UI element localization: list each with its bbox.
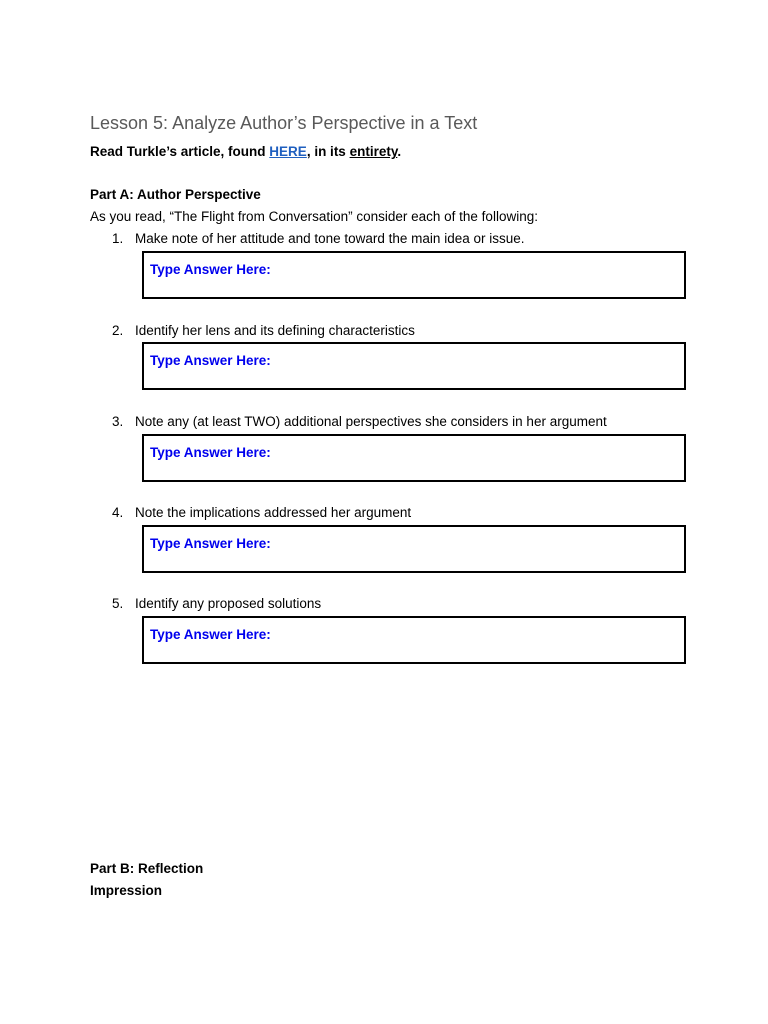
intro-middle: , in its	[306, 144, 350, 159]
question-number: 3.	[112, 414, 124, 429]
answer-label: Type Answer Here:	[150, 445, 271, 460]
question-number: 2.	[112, 323, 124, 338]
article-link[interactable]: HERE	[269, 144, 307, 159]
question-5	[112, 596, 321, 611]
part-b-heading: Part B: Reflection	[90, 861, 204, 876]
answer-box-3[interactable]	[142, 434, 686, 482]
answer-box-2[interactable]	[142, 342, 686, 390]
intro-suffix: .	[397, 144, 402, 159]
question-text: Identify her lens and its defining characteristics	[135, 323, 415, 338]
intro-underlined: entirety	[349, 144, 398, 159]
answer-box-1[interactable]	[142, 251, 686, 299]
answer-label: Type Answer Here:	[150, 627, 271, 642]
question-text: Identify any proposed solutions	[135, 596, 322, 611]
question-3	[112, 414, 607, 429]
question-1	[112, 231, 525, 246]
answer-label: Type Answer Here:	[150, 262, 271, 277]
question-text: Note the implications addressed her argument	[135, 505, 412, 520]
intro-line	[90, 144, 401, 159]
part-a-heading: Part A: Author Perspective	[90, 187, 261, 202]
question-4	[112, 505, 411, 520]
question-number: 4.	[112, 505, 124, 520]
answer-label: Type Answer Here:	[150, 536, 271, 551]
answer-label: Type Answer Here:	[150, 353, 271, 368]
question-2	[112, 323, 415, 338]
intro-prefix: Read Turkle’s article, found	[90, 144, 270, 159]
question-number: 1.	[112, 231, 124, 246]
question-text: Note any (at least TWO) additional perspectives she considers in her argument	[135, 414, 607, 429]
answer-box-5[interactable]	[142, 616, 686, 664]
answer-box-4[interactable]	[142, 525, 686, 573]
impression-heading: Impression	[90, 883, 163, 898]
part-a-instructions: As you read, “The Flight from Conversation” consider each of the following:	[90, 209, 538, 224]
question-number: 5.	[112, 596, 124, 611]
lesson-title: Lesson 5: Analyze Author’s Perspective in a Text	[90, 113, 478, 133]
question-text: Make note of her attitude and tone toward the main idea or issue.	[135, 231, 525, 246]
